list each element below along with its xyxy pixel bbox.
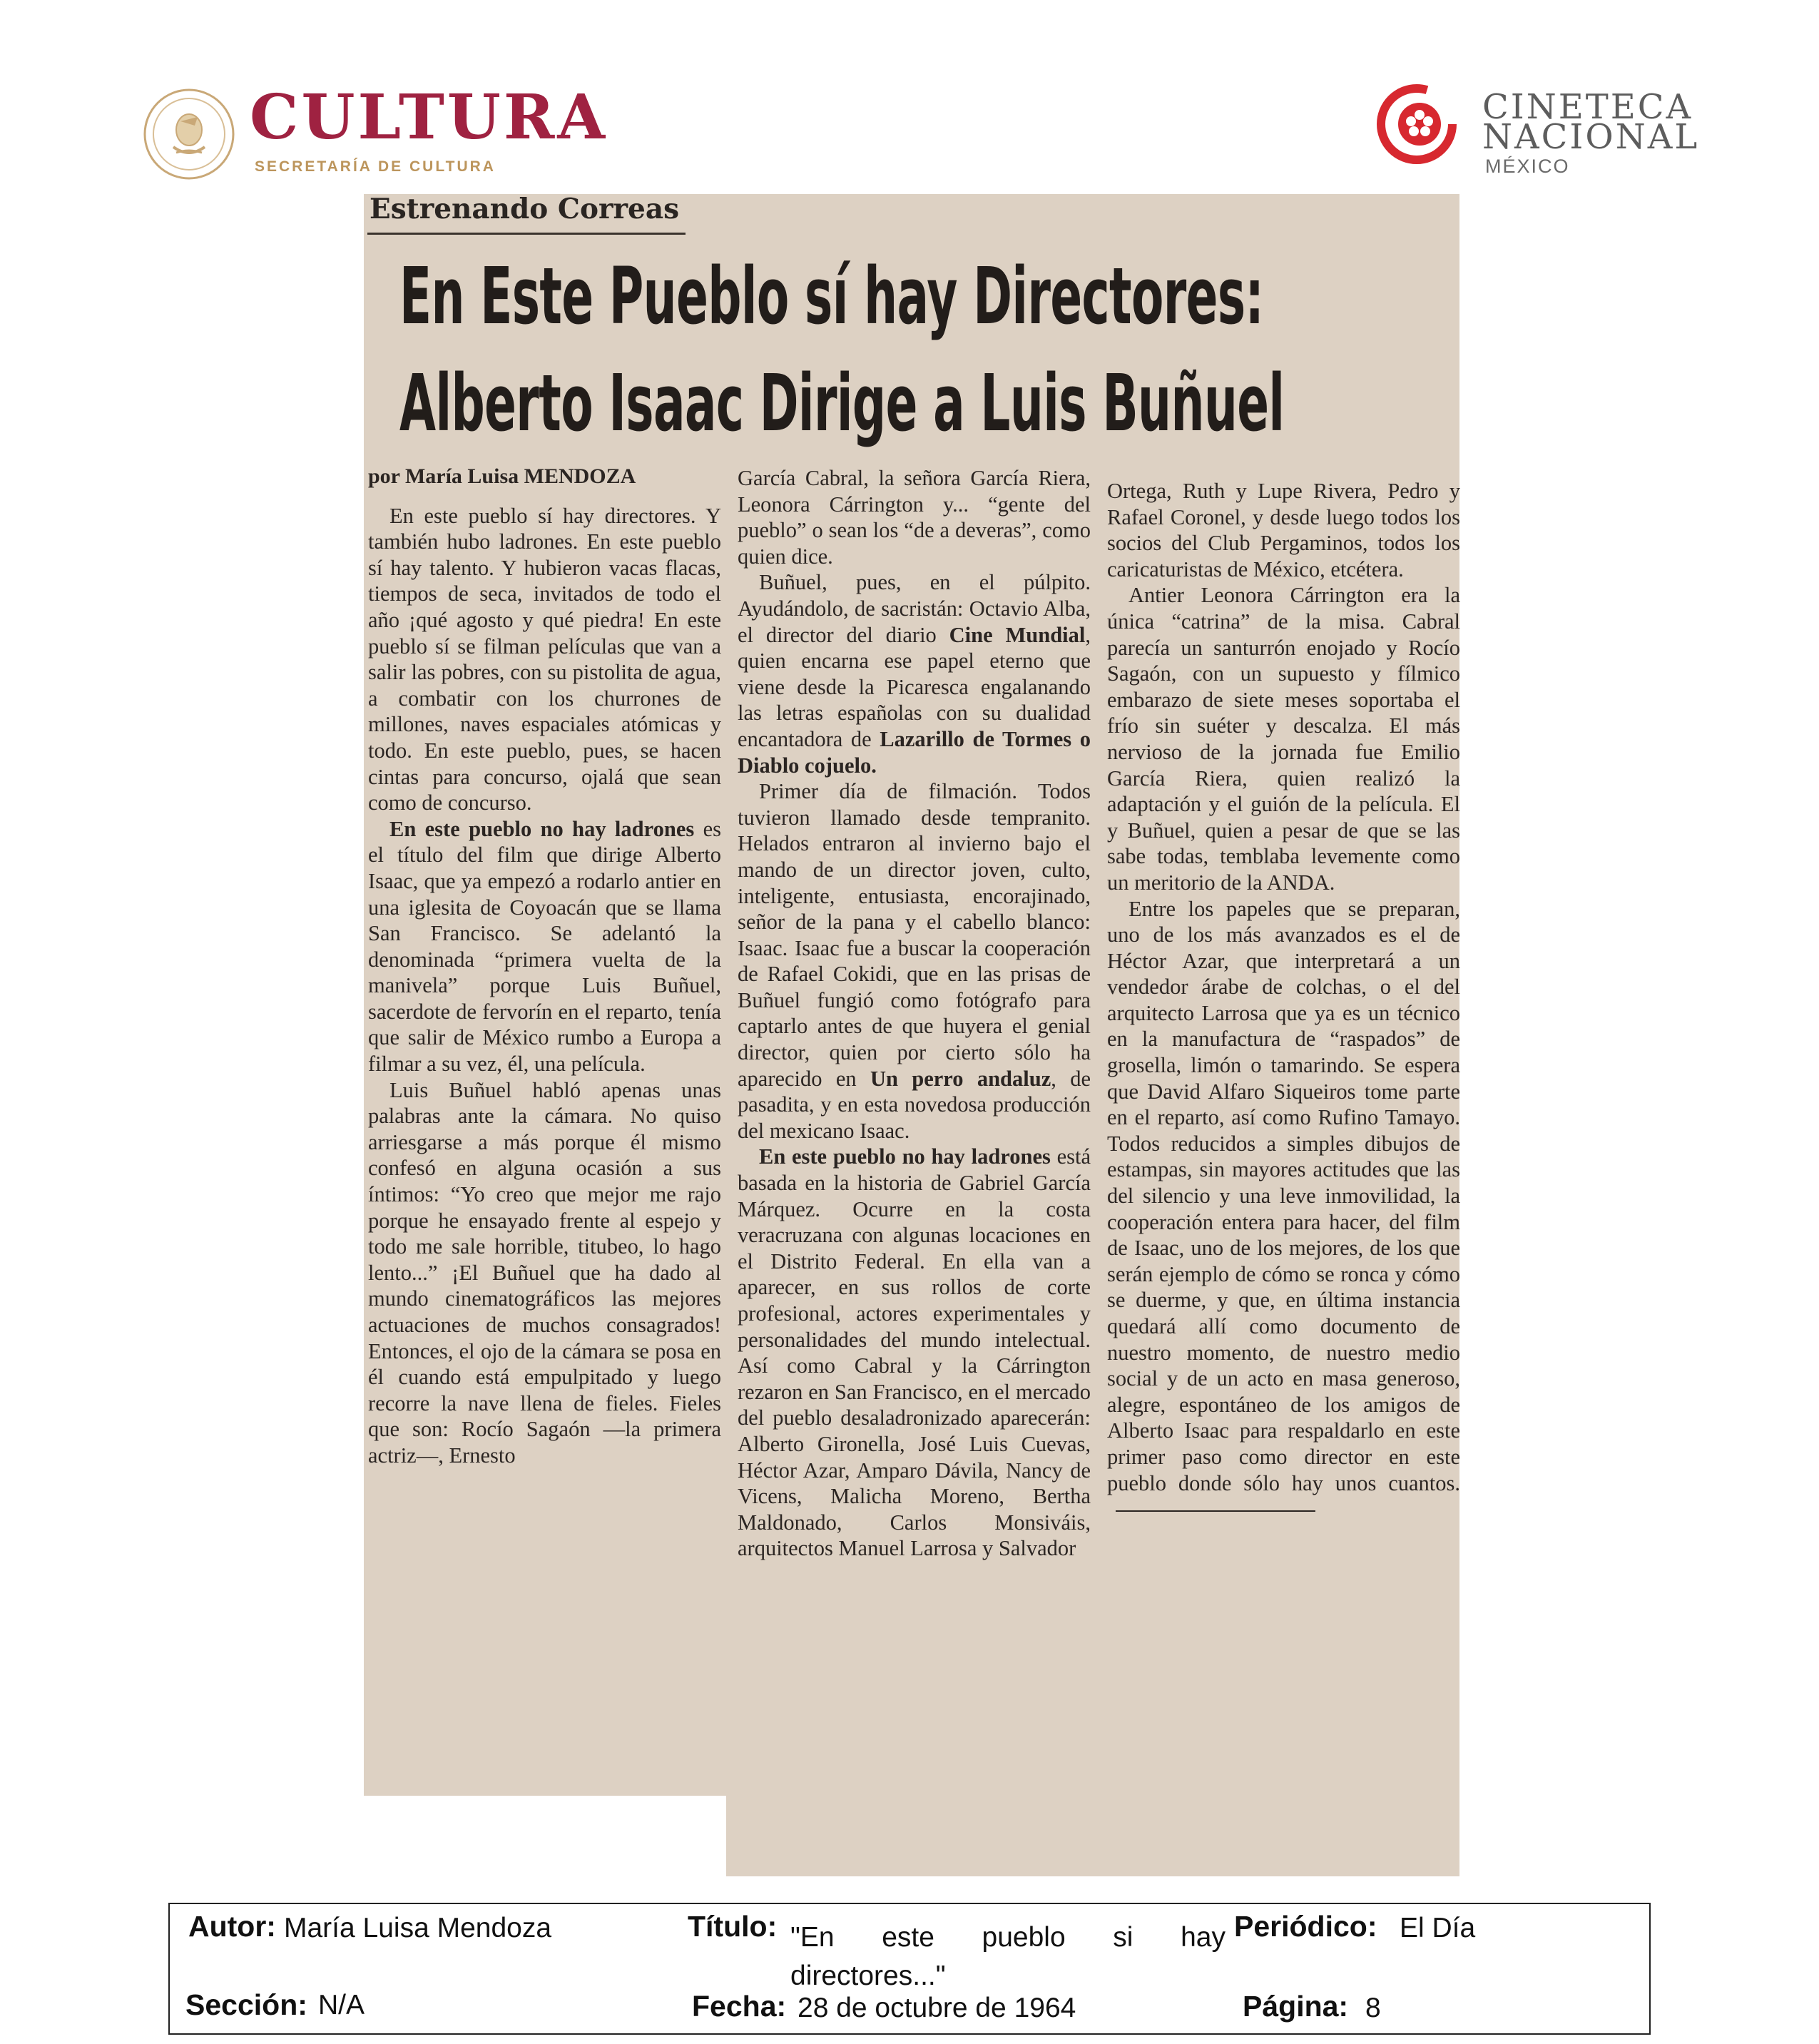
paragraph-text: Entre los papeles que se preparan, uno de los más avanzados es el de Héctor Azar, que interpretará a un vendedor árabe de colchas, o el del arquitecto Larrosa que ya es un técnico en la manufactura de “raspados” de grosella, limón o tamarindo. Se espera que David Alfaro Siqueiros tome parte en el reparto, así como Rufino Tamayo. Todos reducidos a simples dibujos de estampas, sin mayores actitudes que las del silencio y una leve inmovilidad, la cooperación entera para hacer, del film de Isaac, uno de los mejores, de los que serán ejemplo de cómo se ronca y cómo se duerme, y que, en última instancia quedará allí como documento de nuestro momento, de nuestro medio social y de un acto en masa generoso, alegre, espontáneo de los amigos de Alberto Isaac para respaldarlo en este primer paso como director en este pueblo donde sólo hay unos cuantos.	[1107, 896, 1460, 1495]
cultura-logo	[139, 81, 610, 184]
headline-line2: Alberto Isaac Dirige a Luis Buñuel	[399, 357, 1285, 449]
newspaper-name: Cine Mundial	[949, 622, 1086, 647]
paragraph: Ortega, Ruth y Lupe Rivera, Pedro y Rafael Coronel, y desde luego todos los socios del Club Pergaminos, todos los caricaturistas de México, etcétera.	[1107, 479, 1460, 581]
film-title: Un perro andaluz	[870, 1066, 1051, 1091]
paragraph-text: es el título del film que dirige Alberto Isaac, que ya empezó a rodarlo antier en una iglesita de Coyoacán que se llama San Francisco. Se adelantó la denominada “primera vuelta de la manivela” porque Luis Buñuel, sacerdote de fervorín en el reparto, tenía que salir de México rumbo a Europa a filmar a su vez, él, una película.	[368, 816, 721, 1077]
article-column-2	[738, 465, 1091, 1562]
paragraph: En este pueblo sí hay directores. Y también hubo ladrones. En este pueblo sí hay talento. Y hubieron vacas flacas, tiempos de seca, invitados de todo el año ¡qué agosto y qué piedra! En este pueblo sí se filman películas que van a salir las pobres, con su pistolita de agua, a combatir con los churrones de millones, naves espaciales atómicas y todo. En este pueblo, pues, se hacen cintas para concurso, ojalá que sean como de concurso.	[368, 503, 721, 815]
paragraph-text: , de pasadita, y en esta novedosa producción del mexicano Isaac.	[738, 1066, 1091, 1143]
headline-line1: En Este Pueblo sí hay Directores:	[399, 250, 1264, 342]
paragraph-text: , quien encarna ese papel eterno que viene desde la Picaresca engalanando las letras españolas con su dualidad encantadora de	[738, 622, 1091, 751]
newspaper-value: El Día	[1400, 1913, 1476, 1943]
film-title: En este pueblo no hay ladrones	[389, 816, 695, 841]
date-label: Fecha:	[692, 1990, 787, 2023]
section-label: Sección:	[185, 1988, 307, 2021]
title-value: "En este pueblo si hay directores..."	[790, 1922, 1226, 1991]
paragraph: Luis Buñuel habló apenas unas palabras ante la cámara. No quiso arriesgarse a más porque él mismo confesó en alguna ocasión a sus íntimos: “Yo creo que mejor me rajo porque he ensayado frente al espejo y todo me sale horrible, titubeo, lo hago lento...” ¡El Buñuel que ha dado al mundo cinematográficos las mejores actuaciones de muchos consagrados! Entonces, el ojo de la cámara se posa en él cuando está empulpitado y luego recorre la nave llena de fieles. Fieles que son: Rocío Sagaón —la primera actriz—, Ernesto	[368, 1077, 721, 1468]
section-value: N/A	[318, 1990, 365, 2020]
date-value: 28 de octubre de 1964	[798, 1993, 1076, 2023]
mexico-coat-of-arms-icon	[139, 84, 239, 184]
paragraph	[738, 569, 1091, 778]
author-label: Autor:	[188, 1910, 276, 1943]
page-label: Página:	[1243, 1990, 1349, 2023]
work-title: Lazarillo de Tormes o Diablo cojuelo.	[738, 726, 1091, 778]
section-kicker: Estrenando Correas	[370, 193, 680, 225]
metadata-box	[168, 1903, 1651, 2035]
paragraph-text: Primer día de filmación. Todos tuvieron llamado desde tempranito. Helados entraron al invierno bajo el mando de un director joven, culto, inteligente, entusiasta, encorajinado, señor de la pana y el cabello blanco: Isaac. Isaac fue a buscar la cooperación de Rafael Cokidi, que en las prisas de Buñuel fungió como fotógrafo para captarlo antes de que huyera el genial director, quien por cierto sólo ha aparecido en	[738, 779, 1091, 1091]
paragraph: García Cabral, la señora García Riera, Leonora Cárrington y... “gente del pueblo” o sean los “de a deveras”, como quien dice.	[738, 466, 1091, 569]
paragraph-text: Buñuel, pues, en el púlpito. Ayudándolo, de sacristán: Octavio Alba, el director del diario	[738, 570, 1091, 647]
paragraph	[738, 778, 1091, 1144]
paragraph: Antier Leonora Cárrington era la única “catrina” de la misa. Cabral parecía un santurrón enojado y Rocío Sagaón, con un supuesto y fílmico embarazo de siete meses soportaba el frío sin suéter y descalza. El más nervioso de la jornada fue Emilio García Riera, quien realizó la adaptación y el guión de la película. El y Buñuel, quien a pesar de que se las sabe todas, temblaba levemente como un meritorio de la ANDA.	[1107, 583, 1460, 895]
paragraph	[738, 1144, 1091, 1562]
byline: por María Luisa MENDOZA	[368, 464, 636, 488]
cineteca-country: MÉXICO	[1485, 156, 1570, 177]
cineteca-logo	[1377, 84, 1698, 184]
cineteca-wordmark-line2: NACIONAL	[1482, 117, 1700, 157]
newspaper-label: Periódico:	[1234, 1910, 1377, 1943]
article-column-3	[1107, 478, 1460, 1522]
film-title: En este pueblo no hay ladrones	[759, 1144, 1051, 1169]
paragraph	[1107, 896, 1460, 1522]
author-value: María Luisa Mendoza	[284, 1913, 552, 1943]
cultura-subtitle: SECRETARÍA DE CULTURA	[255, 158, 496, 175]
article-end-rule	[1116, 1510, 1315, 1512]
paragraph	[368, 816, 721, 1077]
page-value: 8	[1365, 1993, 1381, 2023]
cultura-wordmark: CULTURA	[250, 81, 608, 153]
cineteca-wordmark-line1: CINETECA	[1482, 87, 1693, 127]
kicker-underline	[367, 233, 686, 235]
film-reel-icon	[1377, 84, 1457, 164]
paragraph-text: está basada en la historia de Gabriel García Márquez. Ocurre en la costa veracruzana con algunas locaciones en el Distrito Federal. En ella van a aparecer, en sus rollos de corte profesional, actores experimentales y personalidades del mundo intelectual. Así como Cabral y la Cárrington rezaron en San Francisco, en el mercado del pueblo desaladronizado aparecerán: Alberto Gironella, José Luis Cuevas, Héctor Azar, Amparo Dávila, Nancy de Vicens, Malicha Moreno, Bertha Maldonado, Carlos Monsiváis, arquitectos Manuel Larrosa y Salvador	[738, 1144, 1091, 1561]
article-column-1	[368, 464, 721, 1469]
title-label: Título:	[688, 1910, 778, 1943]
